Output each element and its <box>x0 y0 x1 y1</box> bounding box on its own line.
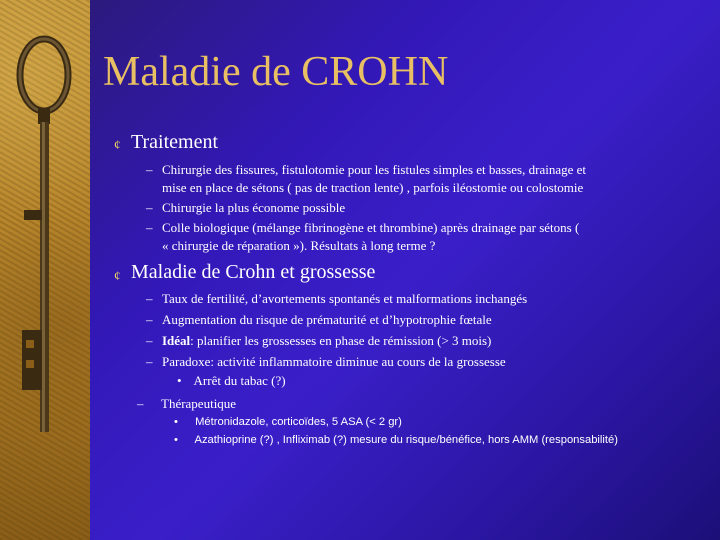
dash-icon: – <box>137 396 144 411</box>
slide-title: Maladie de CROHN <box>103 49 449 95</box>
dash-icon: – <box>146 291 153 306</box>
section-heading-traitement: Traitement <box>131 131 219 153</box>
dash-icon: – <box>146 333 153 348</box>
bullet-icon: ¢ <box>114 137 121 152</box>
sub-list-item: • Métronidazole, corticoïdes, 5 ASA (< 2 gr) <box>174 416 402 428</box>
dash-icon: – <box>146 354 153 369</box>
section-heading-grossesse: Maladie de Crohn et grossesse <box>131 261 376 283</box>
dash-icon: – <box>146 200 153 215</box>
dash-icon: – <box>146 312 153 327</box>
dash-icon: – <box>146 220 153 235</box>
dot-icon: • <box>174 434 178 446</box>
sub-list-item: • Arrêt du tabac (?) <box>177 373 286 388</box>
dot-icon: • <box>177 373 182 388</box>
ideal-label: Idéal <box>162 333 191 348</box>
sub-list-item: • Azathioprine (?) , Infliximab (?) mesure du risque/bénéfice, hors AMM (responsabilité) <box>174 434 618 446</box>
dash-icon: – <box>146 162 153 177</box>
dot-icon: • <box>174 416 178 428</box>
antique-key-icon <box>2 30 88 450</box>
bullet-icon: ¢ <box>114 268 121 283</box>
